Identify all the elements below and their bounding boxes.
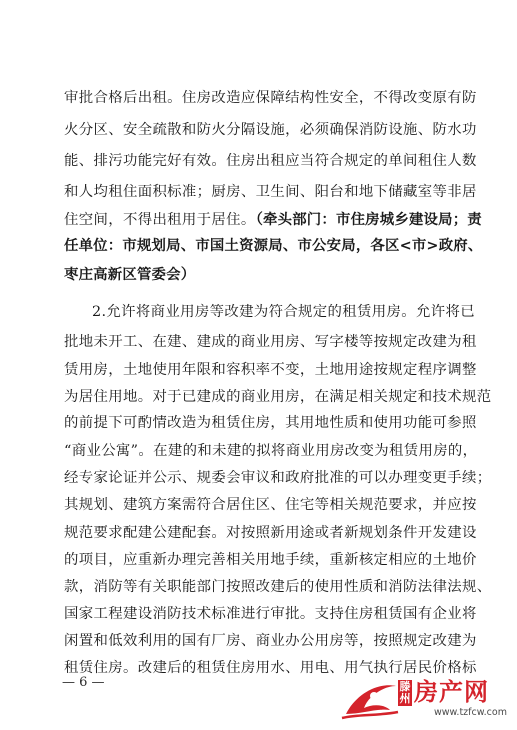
text-line: 审批合格后出租。住房改造应保障结构性安全，不得改变原有防 [64, 90, 477, 106]
lead-department-note: （牵头部门：市住房城乡建设局；责 [255, 212, 482, 228]
text-line: 的项目，应重新办理完善相关用地手续，重新核定相应的土地价 [64, 552, 477, 568]
text-line: 规范要求配建公建配套。对按照新用途或者新规划条件开发建设 [64, 525, 477, 541]
watermark-city: 滕州 [399, 680, 411, 705]
text-line: 闲置和低效利用的国有厂房、商业办公用房等，按照规定改建为 [64, 633, 477, 649]
text-line [64, 208, 482, 232]
text-line: 能、排污功能完好有效。住房出租应当符合规定的单间租住人数 [64, 153, 477, 169]
text-line: 国家工程建设消防技术标准进行审批。支持住房租赁国有企业将 [64, 606, 477, 622]
responsible-units-line: 枣庄高新区管委会） [64, 267, 196, 283]
paragraph-heading: 2.允许将商业用房等改建为符合规定的租赁用房。允许将已 [92, 304, 475, 320]
text-line: 批地未开工、在建、建成的商业用房、写字楼等按规定改建为租 [64, 334, 477, 350]
text-line: 租赁住房。改建后的租赁住房用水、用电、用气执行居民价格标 [64, 660, 477, 676]
text-line-segment: 住空间，不得出租用于居住。 [64, 212, 256, 228]
text-line: 其规划、建筑方案需符合居住区、住宅等相关规范要求，并应按 [64, 497, 477, 513]
site-watermark [338, 674, 513, 726]
watermark-url: www.tzfcw.com [434, 707, 507, 718]
watermark-brand: 房产网 [414, 678, 489, 706]
text-line: 经专家论证并公示、规委会审议和政府批准的可以办理变更手续； [64, 470, 492, 486]
text-line: 和人均租住面积标准；厨房、卫生间、阳台和地下储藏室等非居 [64, 184, 477, 200]
text-line: 款，消防等有关职能部门按照改建后的使用性质和消防法律法规、 [64, 579, 492, 595]
text-line: 的前提下可酌情改造为租赁住房，其用地性质和使用功能可参照 [64, 415, 477, 431]
responsible-units-line: 任单位：市规划局、市国土资源局、市公安局，各区<市>政府、 [64, 238, 483, 254]
text-line: 赁用房，土地使用年限和容积率不变，土地用途按规定程序调整 [64, 362, 477, 378]
text-line: 火分区、安全疏散和防火分隔设施，必须确保消防设施、防水功 [64, 122, 477, 138]
text-line: 为居住用地。对于已建成的商业用房，在满足相关规定和技术规范 [64, 389, 492, 405]
page-number: — 6 — [62, 675, 105, 690]
text-line: “商业公寓”。在建的和未建的拟将商业用房改变为租赁用房的， [64, 443, 478, 459]
